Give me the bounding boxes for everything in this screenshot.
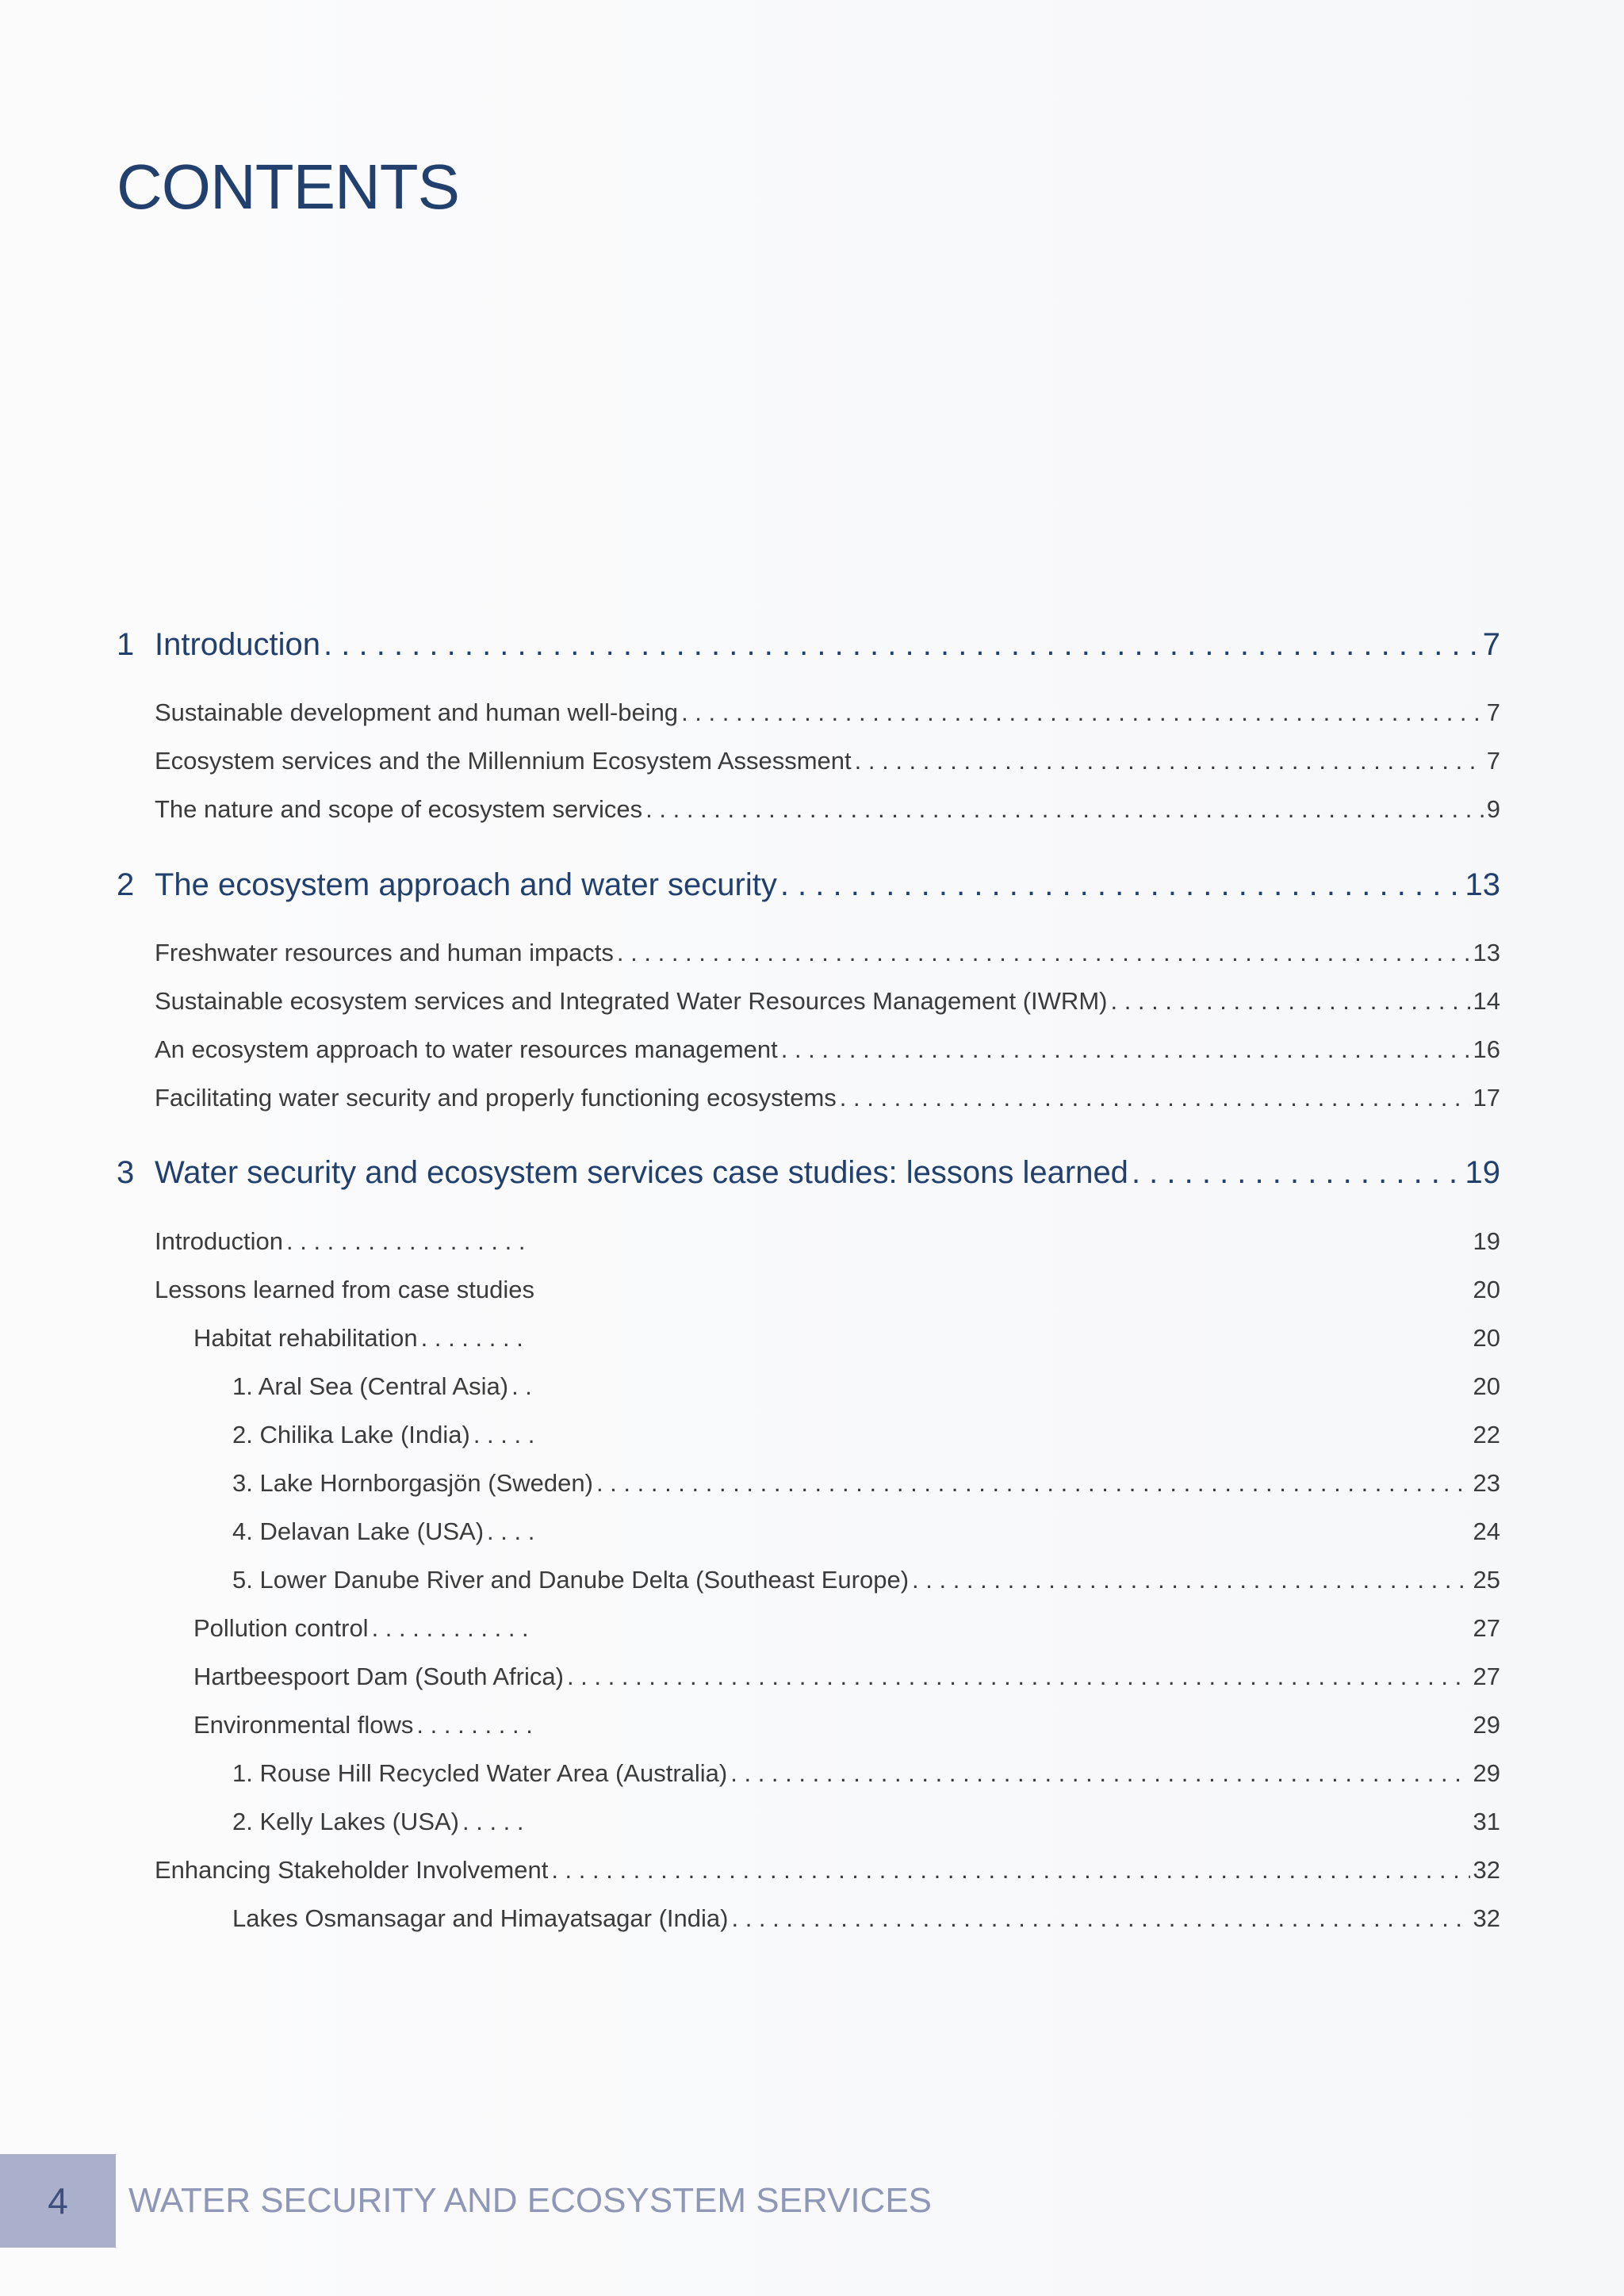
toc-page-number: 20 bbox=[1473, 1324, 1500, 1352]
toc-entry-title: 5. Lower Danube River and Danube Delta (Southeast Europe) bbox=[232, 1566, 910, 1594]
toc-leader-dots bbox=[462, 1808, 530, 1836]
toc-entry[interactable] bbox=[232, 1566, 1500, 1594]
toc-page-number: 25 bbox=[1473, 1566, 1500, 1594]
toc-page-number: 17 bbox=[1473, 1084, 1500, 1112]
toc-leader-dots bbox=[324, 627, 1480, 663]
toc-page-number: 31 bbox=[1473, 1808, 1500, 1835]
toc-page-number: 27 bbox=[1473, 1614, 1500, 1642]
toc-chapter-number: 1 bbox=[117, 627, 135, 662]
toc-entry[interactable] bbox=[193, 1711, 1500, 1739]
toc-entry[interactable] bbox=[155, 1276, 1500, 1304]
footer-running-title: WATER SECURITY AND ECOSYSTEM SERVICES bbox=[128, 2181, 933, 2220]
toc-leader-dots bbox=[487, 1517, 538, 1546]
toc-leader-dots bbox=[1110, 987, 1469, 1016]
toc-entry-title: Sustainable ecosystem services and Integrated Water Resources Management (IWRM) bbox=[155, 987, 1108, 1015]
toc-leader-dots bbox=[780, 867, 1462, 903]
toc-leader-dots bbox=[645, 795, 1484, 824]
toc-entry[interactable] bbox=[193, 1614, 1500, 1643]
toc-page-number: 20 bbox=[1473, 1372, 1500, 1400]
toc-entry[interactable] bbox=[193, 1324, 1500, 1353]
toc-page-number: 16 bbox=[1473, 1035, 1500, 1063]
toc-page-number: 32 bbox=[1473, 1904, 1500, 1932]
toc-leader-dots bbox=[567, 1663, 1470, 1691]
toc-entry-title: 1. Rouse Hill Recycled Water Area (Australia) bbox=[232, 1759, 728, 1787]
toc-leader-dots bbox=[416, 1711, 539, 1739]
toc-page-number: 14 bbox=[1473, 987, 1500, 1015]
toc-entry[interactable] bbox=[193, 1663, 1500, 1691]
toc-entry-title: Ecosystem services and the Millennium Ecosystem Assessment bbox=[155, 747, 852, 775]
toc-leader-dots bbox=[421, 1324, 532, 1353]
toc-leader-dots bbox=[731, 1904, 1469, 1933]
footer-page-number: 4 bbox=[48, 2180, 68, 2221]
toc-entry-title: 3. Lake Hornborgasjön (Sweden) bbox=[232, 1469, 593, 1497]
toc-page-number: 7 bbox=[1482, 627, 1500, 662]
toc-entry-title: Lessons learned from case studies bbox=[155, 1276, 535, 1303]
toc-entry[interactable] bbox=[155, 1035, 1500, 1064]
toc-page-number: 13 bbox=[1473, 939, 1500, 966]
toc-leader-dots bbox=[511, 1372, 535, 1401]
toc-entry-title: 1. Aral Sea (Central Asia) bbox=[232, 1372, 509, 1400]
toc-entry-title: An ecosystem approach to water resources management bbox=[155, 1035, 778, 1063]
toc-entry[interactable] bbox=[155, 987, 1500, 1016]
toc-entry-title: 2. Chilika Lake (India) bbox=[232, 1421, 470, 1448]
toc-page-number: 29 bbox=[1473, 1711, 1500, 1739]
toc-entry[interactable] bbox=[232, 1808, 1500, 1836]
toc-leader-dots bbox=[286, 1227, 524, 1256]
toc-leader-dots bbox=[681, 698, 1484, 727]
toc-leader-dots bbox=[840, 1084, 1470, 1112]
toc-chapter-title: Introduction bbox=[155, 627, 321, 662]
toc-leader-dots bbox=[730, 1759, 1469, 1788]
toc-page-number: 19 bbox=[1465, 1155, 1500, 1190]
toc-entry[interactable] bbox=[232, 1421, 1500, 1449]
toc-leader-dots bbox=[1132, 1155, 1462, 1191]
toc-page-number: 32 bbox=[1473, 1856, 1500, 1884]
toc-entry-title: 2. Kelly Lakes (USA) bbox=[232, 1808, 459, 1835]
toc-leader-dots bbox=[617, 939, 1470, 967]
toc-chapter-3[interactable] bbox=[117, 1155, 1500, 1191]
toc-entry-title: Freshwater resources and human impacts bbox=[155, 939, 614, 966]
toc-entry-title: Hartbeespoort Dam (South Africa) bbox=[193, 1663, 564, 1690]
toc-page-number: 7 bbox=[1486, 698, 1500, 726]
toc-leader-dots bbox=[551, 1856, 1469, 1885]
toc-leader-dots bbox=[596, 1469, 1470, 1498]
toc-entry-title: Lakes Osmansagar and Himayatsagar (India) bbox=[232, 1904, 729, 1932]
toc-chapter-title: Water security and ecosystem services case studies: lessons learned bbox=[155, 1155, 1128, 1190]
toc-entry-title: Environmental flows bbox=[193, 1711, 414, 1739]
toc-entry[interactable] bbox=[155, 747, 1500, 775]
toc-entry[interactable] bbox=[232, 1759, 1500, 1788]
toc-entry[interactable] bbox=[155, 795, 1500, 824]
toc-entry[interactable] bbox=[155, 1084, 1500, 1112]
toc-entry-title: Sustainable development and human well-being bbox=[155, 698, 679, 726]
toc-page-number: 7 bbox=[1486, 747, 1500, 775]
toc-leader-dots bbox=[781, 1035, 1470, 1064]
toc-entry[interactable] bbox=[155, 1856, 1500, 1885]
toc-page-number: 9 bbox=[1486, 795, 1500, 823]
toc-entry[interactable] bbox=[232, 1372, 1500, 1401]
toc-page-number: 29 bbox=[1473, 1759, 1500, 1787]
toc-chapter-2[interactable] bbox=[117, 867, 1500, 903]
toc-leader-dots bbox=[855, 747, 1484, 775]
toc-entry-title: Enhancing Stakeholder Involvement bbox=[155, 1856, 549, 1884]
page-background-shade bbox=[176, 0, 1624, 2296]
toc-entry-title: 4. Delavan Lake (USA) bbox=[232, 1517, 485, 1545]
toc-entry[interactable] bbox=[232, 1517, 1500, 1546]
toc-entry-title: Introduction bbox=[155, 1227, 283, 1255]
toc-entry[interactable] bbox=[232, 1469, 1500, 1498]
toc-entry-title: The nature and scope of ecosystem services bbox=[155, 795, 643, 823]
page-title: CONTENTS bbox=[117, 151, 459, 222]
toc-chapter-1[interactable] bbox=[117, 627, 1500, 663]
toc-chapter-number: 2 bbox=[117, 867, 135, 902]
toc-entry[interactable] bbox=[232, 1904, 1500, 1933]
toc-entry-title: Habitat rehabilitation bbox=[193, 1324, 418, 1352]
toc-page-number: 24 bbox=[1473, 1517, 1500, 1545]
toc-leader-dots bbox=[912, 1566, 1470, 1594]
toc-leader-dots bbox=[473, 1421, 537, 1449]
toc-leader-dots bbox=[372, 1614, 534, 1643]
toc-entry[interactable] bbox=[155, 1227, 1500, 1256]
toc-page-number: 13 bbox=[1465, 867, 1500, 902]
toc-page-number: 27 bbox=[1473, 1663, 1500, 1690]
toc-entry[interactable] bbox=[155, 698, 1500, 727]
toc-entry-title: Pollution control bbox=[193, 1614, 369, 1642]
toc-chapter-number: 3 bbox=[117, 1155, 135, 1190]
toc-entry[interactable] bbox=[155, 939, 1500, 967]
toc-chapter-title: The ecosystem approach and water security bbox=[155, 867, 777, 902]
toc-page-number: 22 bbox=[1473, 1421, 1500, 1448]
toc-page-number: 23 bbox=[1473, 1469, 1500, 1497]
toc-page-number: 19 bbox=[1473, 1227, 1500, 1255]
toc-entry-title: Facilitating water security and properly functioning ecosystems bbox=[155, 1084, 837, 1112]
toc-page-number: 20 bbox=[1473, 1276, 1500, 1303]
